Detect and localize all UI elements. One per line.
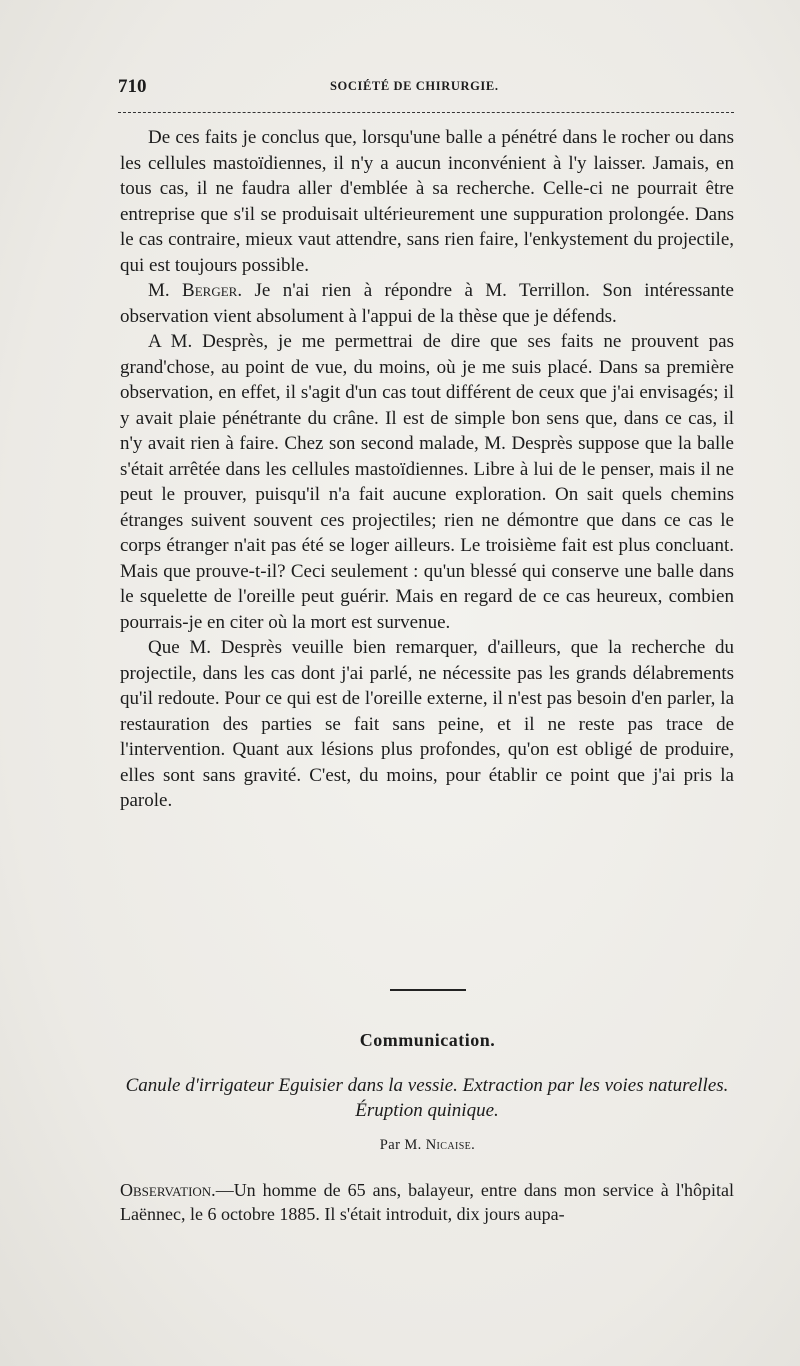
author-prefix: Par M. (379, 1137, 426, 1153)
observation-label: Observation. (120, 1180, 216, 1200)
header-rule (118, 112, 734, 113)
paragraph-closing: Que M. Desprès veuille bien remarquer, d'ailleurs, que la recherche du projectile, dans les cas dont j'ai parlé, ne nécessite pas les grands délabrements qu'il redoute. Pour ce qui est de l'oreille externe, il n'est pas besoin d'en parler, la restauration des parties se fait sans peine, et il ne reste pas trace de l'intervention. Quant aux lésions plus profondes, qu'on est obligé de produire, elles sont sans gravité. C'est, du moins, pour établir ce point que j'ai pris la parole. (120, 637, 734, 811)
section-divider (390, 989, 466, 991)
page-header (118, 76, 734, 104)
paragraph-berger-text: Je n'ai rien à répondre à M. Terrillon. Son intéressante observation vient absolument à l'appui de la thèse que je défends. (120, 280, 734, 327)
speaker-prefix: M. (148, 280, 183, 301)
section-heading: Communication. (359, 1030, 496, 1050)
speaker-name: Berger. (182, 280, 243, 301)
observation-paragraph (120, 1178, 734, 1226)
paragraph-despres-reply: A M. Desprès, je me permettrai de dire que ses faits ne prouvent pas grand'chose, au point de vue, du moins, où je me suis placé. Dans sa première observation, en effet, il s'agit d'un cas tout différent de ceux que j'ai envisagés; il y avait plaie pénétrante du crâne. Il est de simple bon sens que, dans ce cas, il n'y avait rien à faire. Chez son second malade, M. Desprès suppose que la balle s'était arrêtée dans les cellules mastoïdiennes. Libre à lui de le penser, mais il ne peut le prouver, puisqu'il n'a fait aucune exploration. On sait quels chemins étranges suivent souvent ces projectiles; rien ne démontre que dans ce cas le corps étranger n'ait pas été se loger ailleurs. Le troisième fait est plus concluant. Mais que prouve-t-il? Ceci seulement : qu'un blessé qui conserve une balle dans le squelette de l'oreille peut guérir. Mais en regard de ce cas heureux, combien pourrais-je en citer où la mort est survenue. (120, 331, 734, 633)
paragraph-berger-reply (120, 278, 734, 329)
running-head: SOCIÉTÉ DE CHIRURGIE. (330, 79, 499, 93)
author-name: Nicaise. (425, 1137, 476, 1153)
observation-line (120, 1178, 734, 1226)
paragraph-conclusion: De ces faits je conclus que, lorsqu'une balle a pénétré dans le rocher ou dans les cellules mastoïdiennes, il n'y a aucun inconvénient à l'y laisser. Jamais, en tous cas, il ne faudra aller d'emblée à sa recherche. Celle-ci ne pourrait être entreprise que s'il se produisait ultérieurement une suppuration prolongée. Dans le cas contraire, mieux vaut attendre, sans rien faire, l'enkystement du projectile, qui est toujours possible. (120, 127, 734, 276)
article-title: Canule d'irrigateur Eguisier dans la vessie. Extraction par les voies naturelles. Éruption quinique. (125, 1075, 729, 1121)
observation-text: —Un homme de 65 ans, balayeur, entre dans mon service à l'hôpital Laënnec, le 6 octobre 1885. Il s'était introduit, dix jours aupa- (120, 1180, 734, 1224)
author-line (0, 1137, 800, 1154)
page-number: 710 (118, 76, 147, 97)
discussion-text (120, 125, 734, 814)
